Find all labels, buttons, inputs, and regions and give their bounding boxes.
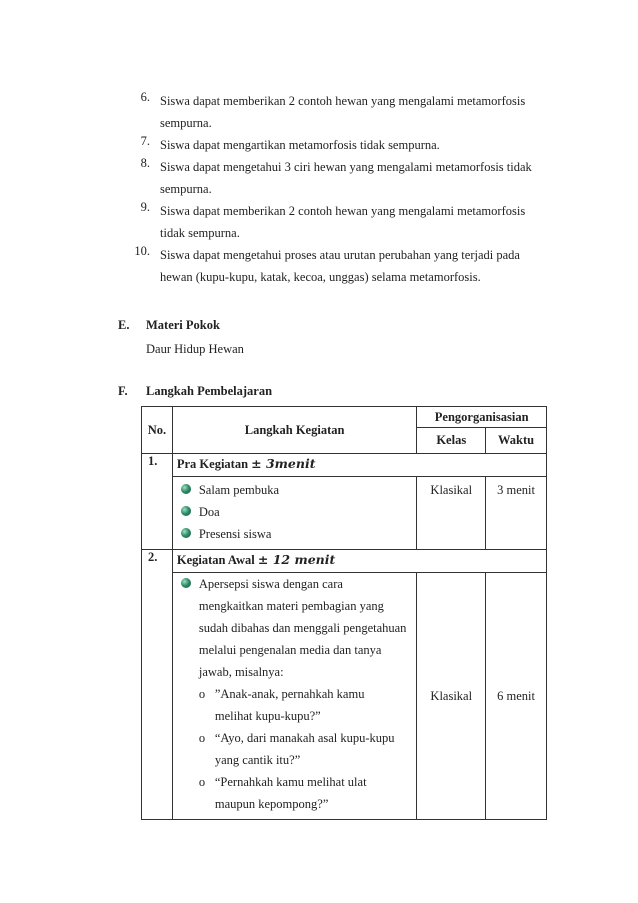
- list-item: [173, 479, 417, 501]
- phase-title: [172, 454, 546, 477]
- list-text: Siswa dapat mengetahui proses atau urutan perubahan yang terjadi pada: [160, 248, 520, 262]
- question-text: maupun kepompong?”: [214, 797, 329, 811]
- question-item: [173, 683, 417, 705]
- list-item: [173, 523, 417, 545]
- list-item: [173, 573, 417, 595]
- section-title: Materi Pokok: [146, 318, 220, 332]
- question-text: ”Anak-anak, pernahkah kamu: [214, 687, 365, 701]
- activity-list: [172, 573, 417, 820]
- list-text: hewan (kupu-kupu, katak, kecoa, unggas) selama metamorfosis.: [160, 270, 481, 284]
- kelas-cell: Klasikal: [417, 477, 486, 550]
- section-e-content: Daur Hidup Hewan: [146, 342, 244, 356]
- question-text: “Pernahkah kamu melihat ulat: [214, 775, 367, 789]
- question-item: [173, 727, 417, 749]
- circle-bullet: o: [198, 775, 206, 789]
- list-text: Siswa dapat mengetahui 3 ciri hewan yang mengalami metamorfosis tidak: [160, 160, 532, 174]
- phase-label: Pra Kegiatan: [176, 457, 249, 471]
- table-row: [142, 454, 547, 477]
- section-title: Langkah Pembelajaran: [146, 384, 273, 398]
- item-text: sudah dibahas dan menggali pengetahuan: [198, 621, 407, 635]
- section-letter: F.: [118, 384, 128, 398]
- table-row: [142, 573, 547, 820]
- phase-duration: ± 3menit: [251, 456, 316, 471]
- question-item: [173, 771, 417, 793]
- phase-title: [172, 550, 546, 573]
- list-text: Siswa dapat mengartikan metamorfosis tidak sempurna.: [160, 138, 440, 152]
- list-number: 8.: [140, 156, 150, 170]
- list-text: Siswa dapat memberikan 2 contoh hewan yang mengalami metamorfosis: [160, 204, 526, 218]
- list-number: 6.: [140, 90, 150, 104]
- list-item: [173, 501, 417, 523]
- list-text: tidak sempurna.: [160, 226, 240, 240]
- list-item: [0, 128, 638, 150]
- question-text: “Ayo, dari manakah asal kupu-kupu: [214, 731, 395, 745]
- bullet-icon: [181, 484, 191, 494]
- objectives-list: [0, 84, 638, 282]
- header-organization: Pengorganisasian: [417, 407, 547, 428]
- waktu-cell: 3 menit: [486, 477, 547, 550]
- list-text: Siswa dapat memberikan 2 contoh hewan yang mengalami metamorfosis: [160, 94, 526, 108]
- header-kelas: Kelas: [417, 428, 486, 454]
- kelas-cell: Klasikal: [417, 573, 486, 820]
- phase-label: Kegiatan Awal: [176, 553, 255, 567]
- phase-duration: ± 12 menit: [257, 552, 336, 567]
- bullet-icon: [181, 578, 191, 588]
- section-f-heading: [118, 384, 272, 399]
- item-text: mengkaitkan materi pembagian yang: [198, 599, 384, 613]
- row-number: 2.: [142, 550, 173, 820]
- list-item: [0, 84, 638, 128]
- bullet-icon: [181, 506, 191, 516]
- item-text: Doa: [198, 505, 220, 519]
- row-number: 1.: [142, 454, 173, 550]
- circle-bullet: o: [198, 687, 206, 701]
- list-text: sempurna.: [160, 182, 212, 196]
- circle-bullet: o: [198, 731, 206, 745]
- header-waktu: Waktu: [486, 428, 547, 454]
- item-text: Salam pembuka: [198, 483, 280, 497]
- item-text: Apersepsi siswa dengan cara: [198, 577, 343, 591]
- question-text: yang cantik itu?”: [214, 753, 301, 767]
- list-number: 10.: [134, 244, 150, 258]
- list-text: sempurna.: [160, 116, 212, 130]
- table-row: [142, 550, 547, 573]
- section-e-heading: [118, 318, 220, 333]
- header-no: No.: [142, 407, 173, 454]
- header-step: Langkah Kegiatan: [172, 407, 417, 454]
- item-text: Presensi siswa: [198, 527, 272, 541]
- list-item: [0, 150, 638, 194]
- list-item: [0, 238, 638, 282]
- item-text: jawab, misalnya:: [198, 665, 284, 679]
- activity-list: [172, 477, 417, 550]
- bullet-icon: [181, 528, 191, 538]
- question-text: melihat kupu-kupu?”: [214, 709, 321, 723]
- list-number: 9.: [140, 200, 150, 214]
- waktu-cell: 6 menit: [486, 573, 547, 820]
- learning-steps-table: [141, 406, 547, 820]
- table-row: [142, 477, 547, 550]
- item-text: melalui pengenalan media dan tanya: [198, 643, 382, 657]
- table-header-row: [142, 407, 547, 428]
- list-item: [0, 194, 638, 238]
- list-number: 7.: [140, 134, 150, 148]
- section-letter: E.: [118, 318, 130, 332]
